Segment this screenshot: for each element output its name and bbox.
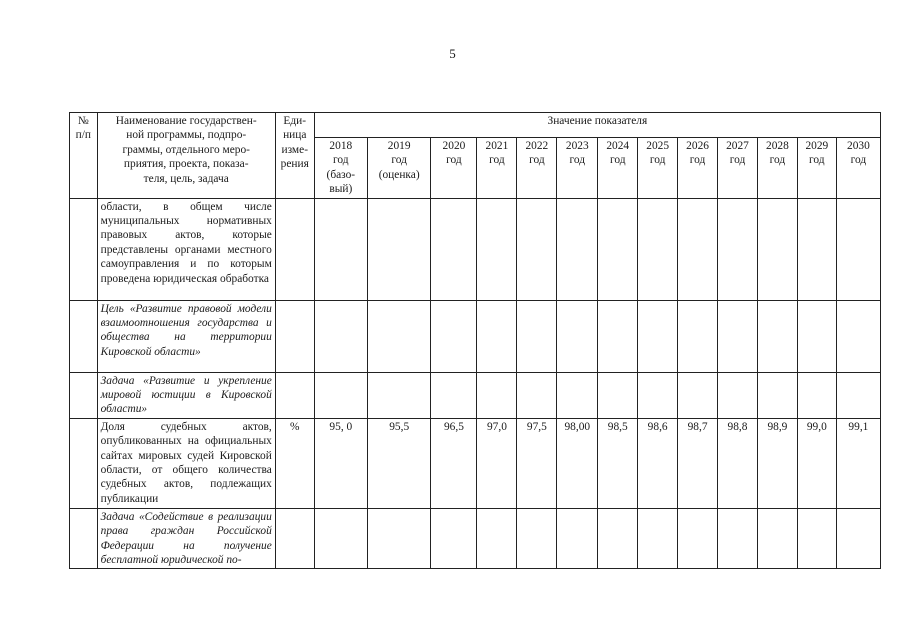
row-value: [678, 198, 718, 300]
row-value: [757, 372, 797, 418]
row-value: 95,5: [367, 418, 430, 508]
table-header: [70, 113, 881, 199]
row-value: [797, 300, 836, 372]
header-year: 2021 год: [477, 138, 517, 199]
row-value: [678, 300, 718, 372]
row-name: Доля судебных актов, опубликованных на официальных сайтах мировых судей Кировской области, от общего количества судебных актов, подлежащих публикации: [97, 418, 275, 508]
row-value: 98,7: [678, 418, 718, 508]
header-values: Значение показателя: [314, 113, 880, 138]
row-value: [836, 300, 880, 372]
row-value: [314, 300, 367, 372]
row-value: [367, 198, 430, 300]
row-value: [557, 300, 598, 372]
indicators-table: [69, 112, 881, 569]
row-name: области, в общем числе муниципальных нормативных правовых актов, которые представлены органами местного самоуправления и по которым проведена юридическая обработка: [97, 198, 275, 300]
row-value: 99,1: [836, 418, 880, 508]
header-year: 2030 год: [836, 138, 880, 199]
table-row: [70, 418, 881, 508]
row-value: [638, 300, 678, 372]
row-value: [477, 300, 517, 372]
row-value: [718, 508, 758, 569]
row-value: [836, 508, 880, 569]
header-unit: Еди- ница изме- рения: [275, 113, 314, 199]
header-year: 2020 год: [431, 138, 477, 199]
row-value: [797, 508, 836, 569]
header-year: 2022 год: [517, 138, 557, 199]
row-value: [797, 198, 836, 300]
row-number: [70, 508, 98, 569]
row-name: Задача «Развитие и укрепление мировой юстиции в Кировской области»: [97, 372, 275, 418]
row-value: [678, 372, 718, 418]
row-value: [367, 372, 430, 418]
row-value: 98,9: [757, 418, 797, 508]
row-value: 95, 0: [314, 418, 367, 508]
row-number: [70, 372, 98, 418]
header-year: 2019 год (оценка): [367, 138, 430, 199]
header-year: 2028 год: [757, 138, 797, 199]
row-value: [797, 372, 836, 418]
header-year: 2025 год: [638, 138, 678, 199]
row-value: [517, 198, 557, 300]
row-value: [431, 300, 477, 372]
header-year: 2018 год (базо- вый): [314, 138, 367, 199]
row-value: [431, 372, 477, 418]
row-value: [718, 198, 758, 300]
row-value: [598, 198, 638, 300]
table-row: [70, 508, 881, 569]
row-value: 99,0: [797, 418, 836, 508]
row-value: [431, 508, 477, 569]
row-value: [517, 372, 557, 418]
row-value: [431, 198, 477, 300]
row-value: [678, 508, 718, 569]
row-value: [557, 372, 598, 418]
row-value: [477, 198, 517, 300]
row-value: [757, 508, 797, 569]
row-value: [598, 508, 638, 569]
row-value: [314, 508, 367, 569]
row-value: [557, 198, 598, 300]
row-value: [517, 508, 557, 569]
row-unit: %: [275, 418, 314, 508]
row-value: [718, 372, 758, 418]
row-unit: [275, 508, 314, 569]
row-value: [718, 300, 758, 372]
header-row-1: [70, 113, 881, 138]
row-value: [836, 372, 880, 418]
table-body: [70, 198, 881, 569]
table-row: [70, 372, 881, 418]
row-unit: [275, 198, 314, 300]
row-value: 97,5: [517, 418, 557, 508]
row-unit: [275, 300, 314, 372]
row-name: Цель «Развитие правовой модели взаимоотношения государства и общества на территории Кировской области»: [97, 300, 275, 372]
row-unit: [275, 372, 314, 418]
table-row: [70, 198, 881, 300]
table-row: [70, 300, 881, 372]
header-year: 2023 год: [557, 138, 598, 199]
row-value: [367, 300, 430, 372]
row-name: Задача «Содействие в реализации права граждан Российской Федерации на получение бесплатной юридической по-: [97, 508, 275, 569]
row-number: [70, 300, 98, 372]
row-value: 96,5: [431, 418, 477, 508]
row-value: [757, 300, 797, 372]
row-value: 98,00: [557, 418, 598, 508]
row-value: 97,0: [477, 418, 517, 508]
row-value: 98,6: [638, 418, 678, 508]
row-value: 98,5: [598, 418, 638, 508]
row-value: [638, 508, 678, 569]
row-value: [477, 508, 517, 569]
row-value: [477, 372, 517, 418]
row-value: [557, 508, 598, 569]
header-number: № п/п: [70, 113, 98, 199]
row-value: [517, 300, 557, 372]
row-value: [314, 198, 367, 300]
row-value: [598, 300, 638, 372]
header-name: Наименование государствен- ной программы, подпро- граммы, отдельного меро- приятия, проекта, показа- теля, цель, задача: [97, 113, 275, 199]
row-value: [314, 372, 367, 418]
row-value: [638, 198, 678, 300]
row-value: [367, 508, 430, 569]
row-number: [70, 418, 98, 508]
header-year: 2024 год: [598, 138, 638, 199]
header-year: 2029 год: [797, 138, 836, 199]
row-value: 98,8: [718, 418, 758, 508]
header-year: 2026 год: [678, 138, 718, 199]
header-year: 2027 год: [718, 138, 758, 199]
row-value: [757, 198, 797, 300]
row-value: [836, 198, 880, 300]
row-value: [598, 372, 638, 418]
page-number: 5: [449, 46, 456, 61]
row-number: [70, 198, 98, 300]
row-value: [638, 372, 678, 418]
